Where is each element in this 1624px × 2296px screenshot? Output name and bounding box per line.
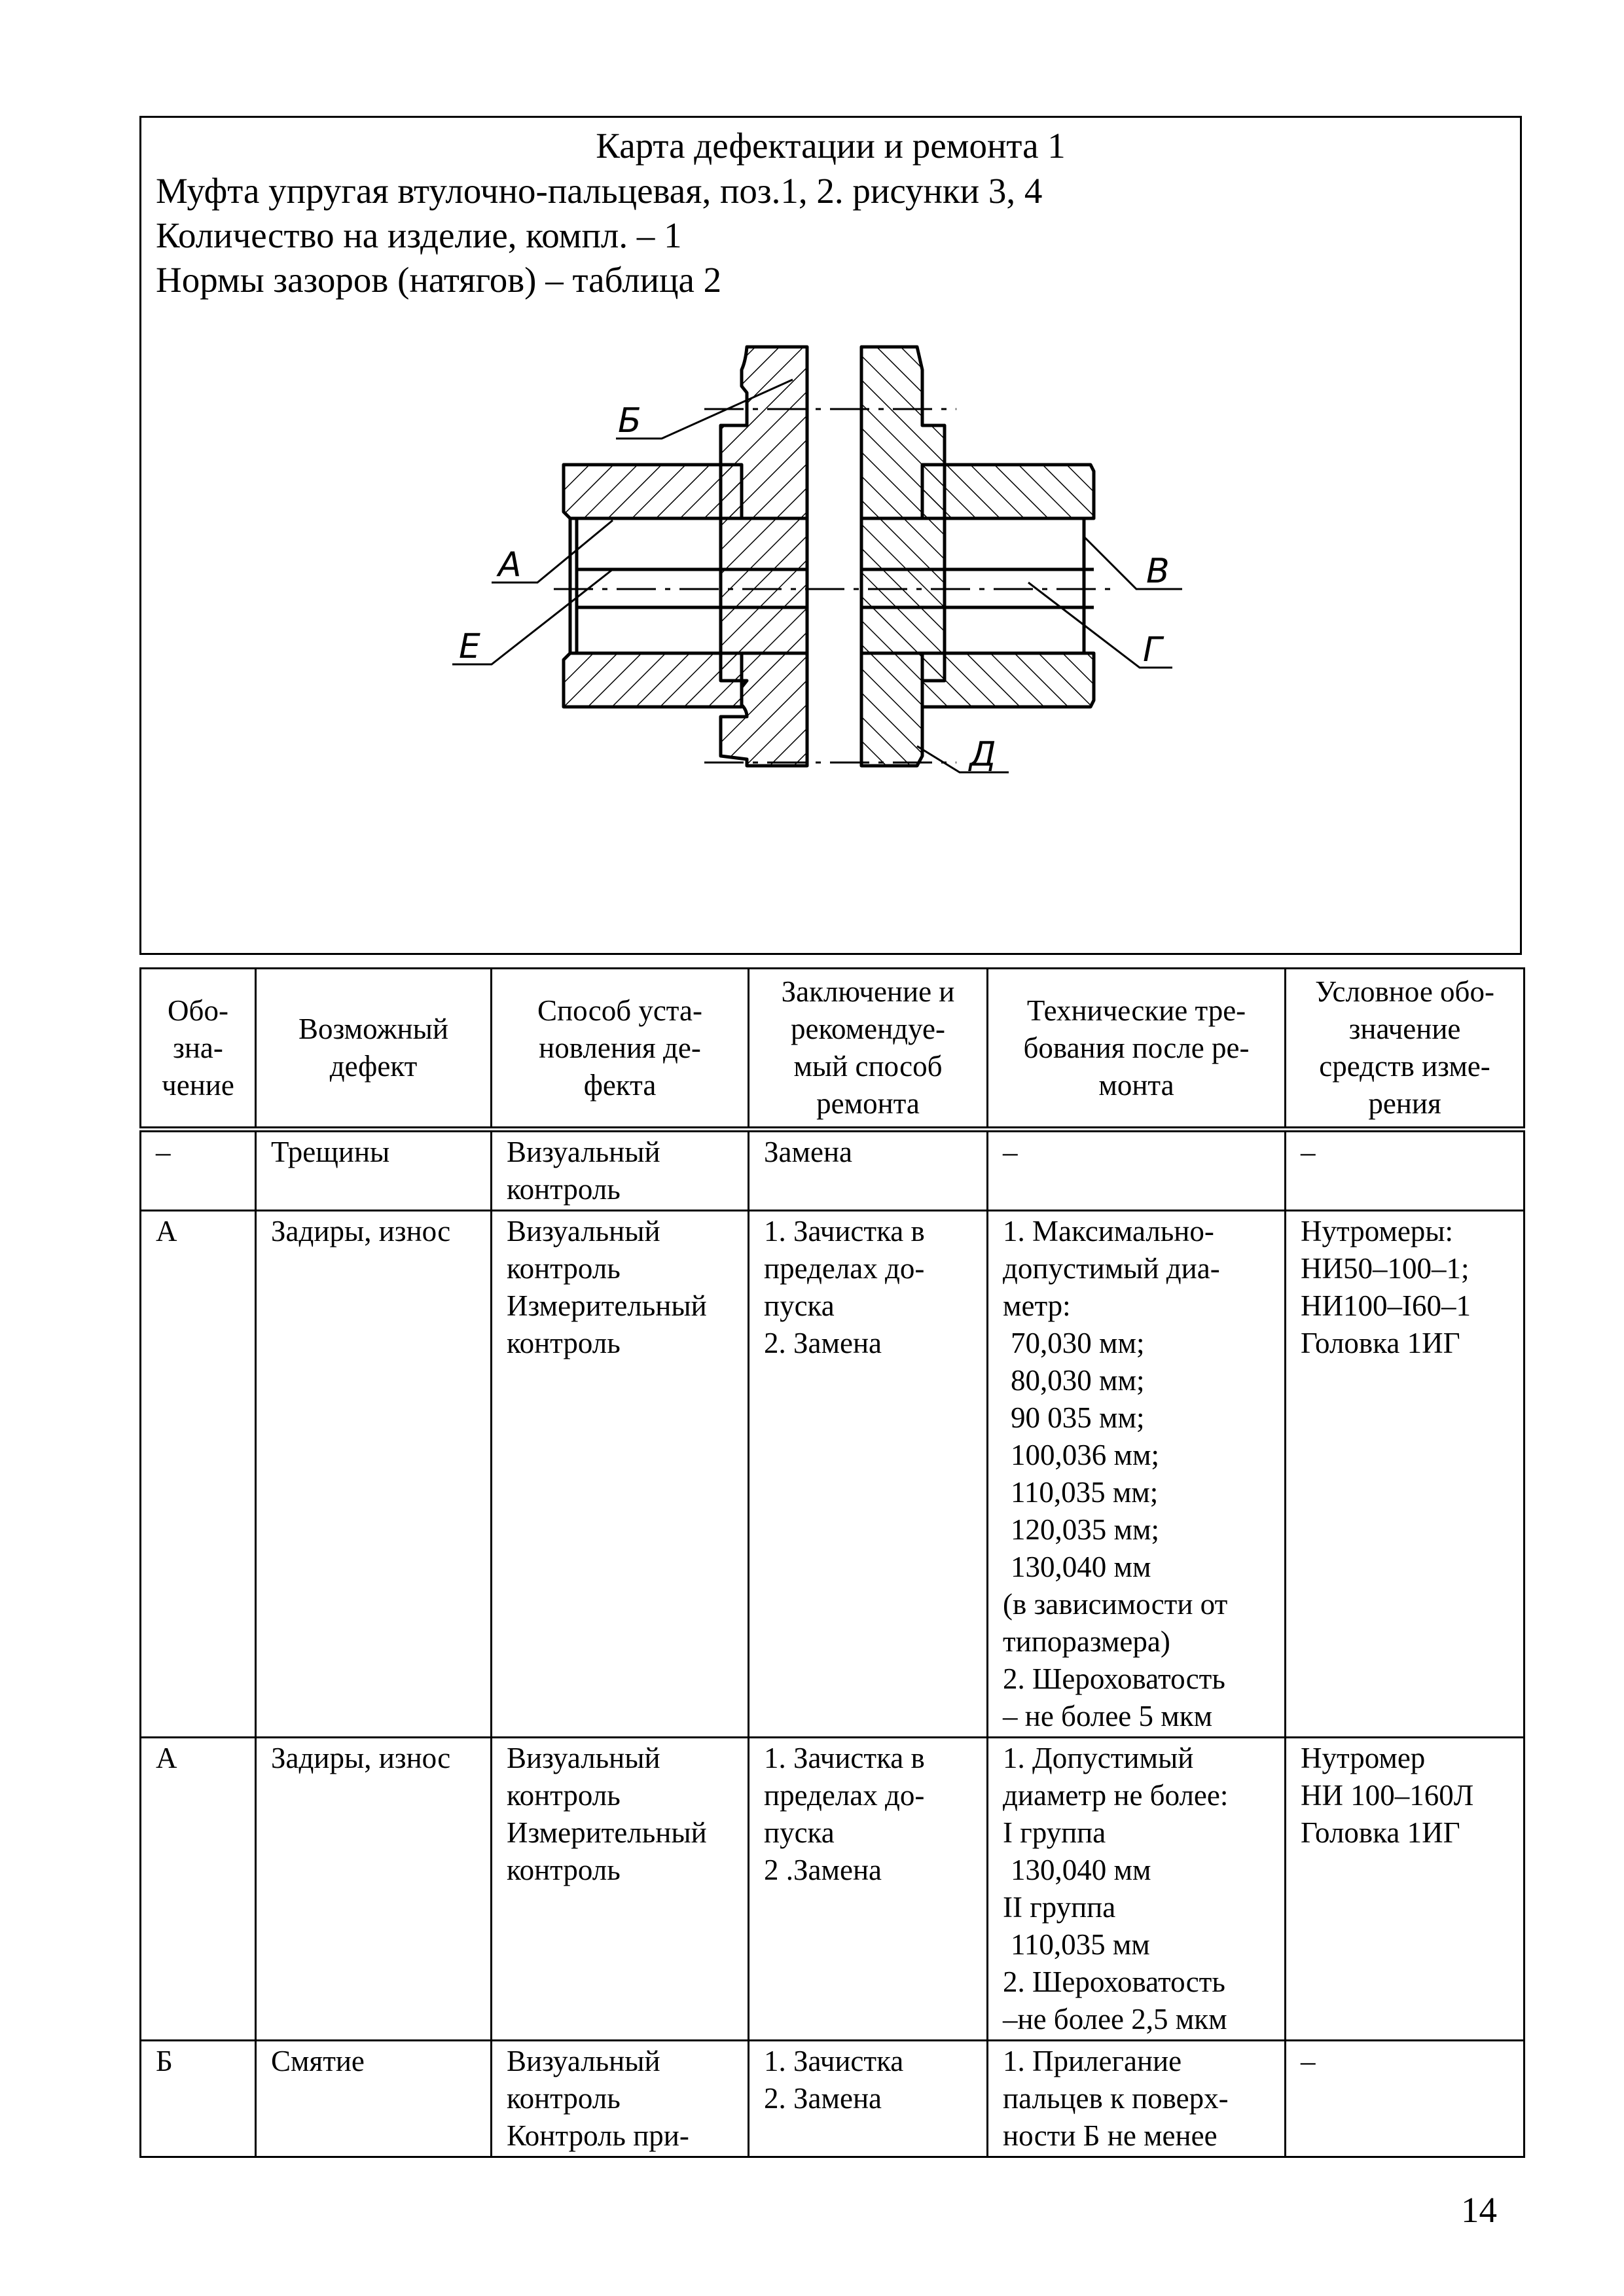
- left-hub-top: [564, 465, 742, 518]
- page-number: 14: [1461, 2190, 1497, 2230]
- right-hub-bottom: [922, 653, 1094, 707]
- drawing-labels: [459, 401, 1170, 774]
- header-measuring-tools: Условное обо- значение средств изме- рения: [1286, 969, 1525, 1130]
- card-title: Карта дефектации и ремонта 1: [596, 126, 1066, 166]
- right-hub-top: [922, 465, 1094, 518]
- card-line-quantity: Количество на изделие, компл. – 1: [156, 215, 682, 255]
- leader-lines: [452, 380, 1182, 772]
- header-requirements: Технические тре- бования после ре- монта: [988, 969, 1286, 1130]
- label-d: Д: [969, 735, 996, 774]
- header-repair-method: Заключение и рекомендуе- мый способ ремонта: [749, 969, 988, 1130]
- header-defect: Возможный дефект: [256, 969, 492, 1130]
- table-row: А Задиры, износ Визуальный контроль Измерительный контроль 1. Зачистка в пределах до- пуска 2. Замена 1. Максимально- допустимый диа- метр: 70,030 мм; 80,030 мм; 90 035 мм; 100,036 мм; 110,035 мм; 120,035 мм; 130,040 мм (в зависимости от типоразмера) 2. Шероховатость – не более 5 мкм Нутромеры: НИ50–100–1; НИ100–I60–1 Головка 1ИГ: [141, 1211, 1525, 1738]
- label-e: Е: [459, 627, 480, 666]
- defect-card: [139, 116, 1522, 955]
- left-hub-bottom: [564, 653, 742, 707]
- table-row: Б Смятие Визуальный контроль Контроль при- 1. Зачистка 2. Замена 1. Прилегание пальцев к поверх- ности Б не менее –: [141, 2041, 1525, 2157]
- card-line-part: Муфта упругая втулочно-пальцевая, поз.1, 2. рисунки 3, 4: [156, 171, 1043, 211]
- card-line-norms: Нормы зазоров (натягов) – таблица 2: [156, 260, 722, 300]
- coupling-drawing: [141, 118, 1520, 953]
- table-row: А Задиры, износ Визуальный контроль Измерительный контроль 1. Зачистка в пределах до- пуска 2 .Замена 1. Допустимый диаметр не более: I группа 130,040 мм II группа 110,035 мм 2. Шероховатость –не более 2,5 мкм Нутромер НИ 100–160Л Головка 1ИГ: [141, 1738, 1525, 2041]
- header-designation: Обо- зна- чение: [141, 969, 256, 1130]
- label-a: А: [498, 545, 522, 584]
- defect-table: [139, 967, 1525, 2158]
- table-row: – Трещины Визуальный контроль Замена – –: [141, 1130, 1525, 1211]
- header-detection-method: Способ уста- новления де- фекта: [492, 969, 749, 1130]
- label-v: В: [1146, 552, 1170, 591]
- centerlines: [554, 409, 1110, 762]
- label-b: Б: [618, 401, 641, 440]
- table-header: [141, 969, 1525, 1130]
- label-g: Г: [1143, 630, 1162, 670]
